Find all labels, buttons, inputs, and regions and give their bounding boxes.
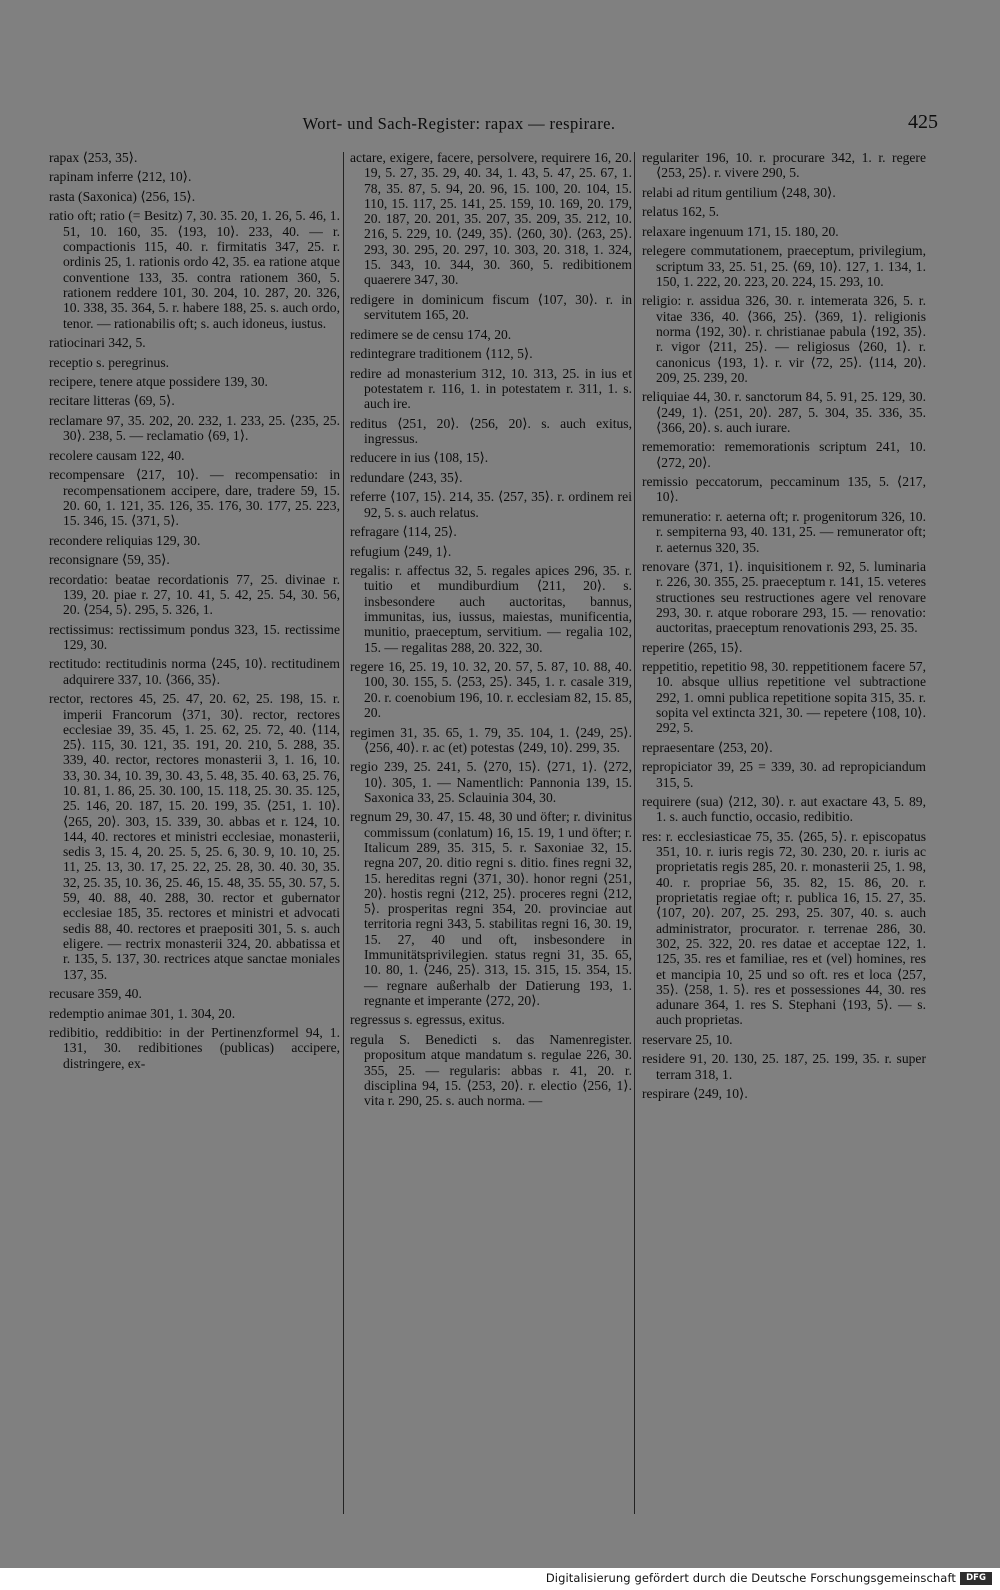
index-entry: rectitudo: rectitudinis norma ⟨245, 10⟩. rectitudinem adquirere 337, 10. ⟨366, 35⟩.	[49, 656, 340, 687]
index-entry: regressus s. egressus, exitus.	[350, 1012, 505, 1028]
index-entry: relaxare ingenuum 171, 15. 180, 20.	[642, 223, 839, 239]
index-entry: redemptio animae 301, 1. 304, 20.	[49, 1005, 236, 1021]
index-entry: res: r. ecclesiasticae 75, 35. ⟨265, 5⟩. r. episcopatus 351, 10. r. iuris regis 72, 30. 230, 20. r. iuris ac proprietatis regis 285, 20. r. monasterii 25, 1. 98, 40. r. propriae 56, 35. 82, 15. 86, 20. r. proprietatis regiae oft; r. publica 16, 15. 27, 35. ⟨107, 20⟩. 207, 25. 293, 25. 307, 40. s. auch administrator, procurator. r. terrenae 286, 30. 302, 25. 322, 20. res datae et acceptae 122, 1. 125, 35. res et familiae, res et (vel) homines, res et mancipia 10, 25 und so oft. res et loca ⟨257, 35⟩. ⟨258, 1. 5⟩. res et possessiones 44, 30. res adunare 364, 1. res S. Stephani ⟨193, 5⟩. — s. auch proprietas.	[642, 828, 926, 1028]
index-entry: receptio s. peregrinus.	[49, 354, 170, 370]
index-entry: relegere commutationem, praeceptum, privilegium, scriptum 33, 25. 51, 25. ⟨69, 10⟩. 127, 1. 134, 1. 150, 1. 222, 20. 223, 20. 224, 15. 293, 10.	[642, 243, 926, 289]
index-entry: rapax ⟨253, 35⟩.	[49, 150, 138, 165]
index-entry: regulariter 196, 10. r. procurare 342, 1. r. regere ⟨253, 25⟩. r. vivere 290, 5.	[642, 150, 926, 181]
page-number: 425	[908, 111, 938, 133]
index-entry: regula S. Benedicti s. das Namenregister. propositum atque mandatum s. regulae 226, 30. 355, 25. — regularis: abbas r. 41, 20. r. disciplina 94, 15. ⟨253, 20⟩. r. electio ⟨256, 1⟩. vita r. 290, 25. s. auch norma. —	[350, 1031, 632, 1109]
index-entry: rememoratio: rememorationis scriptum 241, 10. ⟨272, 20⟩.	[642, 439, 926, 470]
index-entry: religio: r. assidua 326, 30. r. intemerata 326, 5. r. vitae 336, 40. ⟨366, 25⟩. ⟨369, 1⟩. religionis norma ⟨192, 30⟩. r. christianae pabula ⟨192, 35⟩. r. vigor ⟨211, 25⟩. — religiosus ⟨260, 1⟩. r. canonicus ⟨193, 1⟩. r. vir ⟨72, 25⟩. ⟨114, 20⟩. 209, 25. 239, 20.	[642, 293, 926, 385]
index-entry: renovare ⟨371, 1⟩. inquisitionem r. 92, 5. luminaria r. 226, 30. 355, 25. praeceptum r. 141, 15. veteres structiones seu restructiones agere vel renovare 293, 30. r. atque roborare 293, 15. — renovatio: auctoritas, praeceptum renovationis 293, 25. 35.	[642, 559, 926, 636]
index-entry: refragare ⟨114, 25⟩.	[350, 524, 457, 540]
index-entry: recordatio: beatae recordationis 77, 25. divinae r. 139, 20. piae r. 27, 10. 41, 5. 42, 25. 54, 30. 56, 20. ⟨254, 5⟩. 295, 5. 326, 1.	[49, 571, 340, 618]
index-entry: reclamare 97, 35. 202, 20. 232, 1. 233, 25. ⟨235, 25. 30⟩. 238, 5. — reclamatio ⟨69, 1⟩.	[49, 412, 340, 444]
footer-bar	[0, 1568, 1000, 1590]
index-entry: regio 239, 25. 241, 5. ⟨270, 15⟩. ⟨271, 1⟩. ⟨272, 10⟩. 305, 1. — Namentlich: Pannonia 139, 15. Saxonica 33, 25. Sclauinia 304, 30.	[350, 759, 632, 805]
index-entry: reditus ⟨251, 20⟩. ⟨256, 20⟩. s. auch exitus, ingressus.	[350, 415, 632, 446]
index-entry: actare, exigere, facere, persolvere, requirere 16, 20. 19, 5. 27, 35. 29, 40. 34, 1. 43, 5. 47, 25. 67, 1. 78, 35. 87, 5. 94, 20. 96, 15. 100, 20. 104, 15. 110, 15. 117, 25. 141, 25. 159, 10. 169, 20. 179, 20. 187, 20. 201, 35. 207, 35. 209, 35. 212, 10. 216, 5. 229, 10. ⟨249, 35⟩. ⟨260, 30⟩. ⟨263, 25⟩. 293, 30. 295, 20. 297, 10. 303, 20. 318, 1. 324, 15. 343, 10. 344, 30. 360, 5. redibitionem quaerere 347, 30.	[350, 150, 632, 288]
index-entry: relatus 162, 5.	[642, 204, 720, 220]
index-entry: rectissimus: rectissimum pondus 323, 15. rectissime 129, 30.	[49, 621, 340, 652]
index-entry: reppetitio, repetitio 98, 30. reppetitionem facere 57, 10. absque ullius repetitione vel subtractione 292, 1. omni publica repetitione sopita 315, 35. r. sopita vel extincta 321, 30. — repetere ⟨108, 10⟩. 292, 5.	[642, 659, 926, 736]
index-entry: redimere se de censu 174, 20.	[350, 326, 512, 342]
index-entry: reconsignare ⟨59, 35⟩.	[49, 552, 170, 568]
index-entry: respirare ⟨249, 10⟩.	[642, 1086, 748, 1102]
index-entry: redibitio, reddibitio: in der Pertinenzformel 94, 1. 131, 30. redibitiones (publicas) accipere, distringere, ex-	[49, 1025, 340, 1071]
index-column-right	[642, 150, 926, 1106]
index-entry: recondere reliquias 129, 30.	[49, 532, 201, 548]
index-entry: rasta (Saxonica) ⟨256, 15⟩.	[49, 188, 196, 204]
dfg-logo: DFG	[960, 1572, 992, 1585]
index-entry: regimen 31, 35. 65, 1. 79, 35. 104, 1. ⟨249, 25⟩. ⟨256, 40⟩. r. ac (et) potestas ⟨249, 10⟩. 299, 35.	[350, 724, 632, 755]
index-column-middle	[350, 150, 632, 1113]
index-entry: referre ⟨107, 15⟩. 214, 35. ⟨257, 35⟩. r. ordinem rei 92, 5. s. auch relatus.	[350, 489, 632, 520]
index-entry: relabi ad ritum gentilium ⟨248, 30⟩.	[642, 184, 836, 200]
index-entry: rector, rectores 45, 25. 47, 20. 62, 25. 198, 15. r. imperii Francorum ⟨371, 30⟩. rector, rectores ecclesiae 39, 35. 45, 1. 25. 62, 25. 72, 40. ⟨114, 25⟩. 115, 30. 121, 35. 191, 20. 210, 5. 288, 35. 339, 40. rector, rectores monasterii 3, 1. 16, 10. 33, 30. 34, 10. 39, 30. 43, 5. 48, 35. 40. 63, 25. 76, 10. 81, 1. 86, 25. 30. 100, 15. 118, 25. 30. 35. 125, 25. 146, 20. 187, 15. 20. 199, 35. ⟨251, 1. 10⟩. ⟨265, 20⟩. 303, 15. 339, 30. abbas et r. 124, 10. 144, 40. rectores et ministri ecclesiae, monasterii, sedis 3, 15. 4, 20. 25. 5, 25. 6, 30. 9, 10. 10, 25. 11, 25. 13, 30. 17, 25. 22, 25. 28, 30. 40. 30, 35. 32, 25. 35, 10. 36, 25. 46, 15. 48, 35. 55, 30. 57, 5. 59, 40. 88, 40. 288, 30. rector et gubernator ecclesiae 185, 35. rectores et ministri et advocati sedis 88, 40. rectores et praepositi 301, 5. s. auch eligere. — rectrix monasterii 324, 20. abbatissa et r. 135, 5. 137, 30. rectrices atque sanctae moniales 137, 35.	[49, 691, 340, 982]
index-entry: reservare 25, 10.	[642, 1031, 733, 1047]
index-entry: remissio peccatorum, peccaminum 135, 5. ⟨217, 10⟩.	[642, 474, 926, 505]
index-entry: residere 91, 20. 130, 25. 187, 25. 199, 35. r. super terram 318, 1.	[642, 1051, 926, 1082]
index-entry: recolere causam 122, 40.	[49, 447, 185, 463]
index-entry: ratiocinari 342, 5.	[49, 335, 146, 351]
index-entry: reliquiae 44, 30. r. sanctorum 84, 5. 91, 25. 129, 30. ⟨249, 1⟩. ⟨251, 20⟩. 287, 5. 304, 35. 336, 35. ⟨366, 20⟩. s. auch iurare.	[642, 389, 926, 435]
index-entry: refugium ⟨249, 1⟩.	[350, 543, 452, 559]
index-entry: redintegrare traditionem ⟨112, 5⟩.	[350, 346, 533, 362]
index-entry: regnum 29, 30. 47, 15. 48, 30 und öfter; r. divinitus commissum (conlatum) 16, 15. 19, 1 und öfter; r. Italicum 289, 35. 315, 5. r. Saxoniae 32, 15. regna 207, 20. ditio regni s. ditio. fines regni 32, 15. hereditas regni ⟨371, 30⟩. honor regni ⟨251, 20⟩. hostis regni ⟨212, 25⟩. proceres regni ⟨212, 5⟩. prosperitas regni 354, 20. provinciae aut territoria regni 343, 5. stabilitas regni 16, 30. 19, 15. 27, 40 und oft, insbesondere in Immunitätsprivilegien. status regni 31, 35. 65, 10. 80, 1. ⟨246, 25⟩. 313, 15. 315, 15. 354, 15. — regnare außerhalb der Datierung 193, 1. regnante et imperante ⟨272, 20⟩.	[350, 809, 632, 1008]
index-entry: repraesentare ⟨253, 20⟩.	[642, 739, 773, 755]
index-entry: rapinam inferre ⟨212, 10⟩.	[49, 169, 192, 185]
index-entry: repropiciator 39, 25 = 339, 30. ad repropiciandum 315, 5.	[642, 759, 926, 790]
index-entry: recipere, tenere atque possidere 139, 30.	[49, 373, 268, 389]
index-entry: regalis: r. affectus 32, 5. regales apices 296, 35. r. tuitio et mundiburdium ⟨211, 20⟩. s. insbesondere auch auctoritas, bannus, immunitas, ius, iussus, maiestas, munificentia, munitio, praeceptum, servitium. — regalia 102, 15. — regalitas 288, 20. 322, 30.	[350, 563, 632, 655]
index-entry: remuneratio: r. aeterna oft; r. progenitorum 326, 10. r. sempiterna 93, 40. 131, 25. — remunerator oft; r. aeternus 320, 35.	[642, 508, 926, 555]
index-entry: recusare 359, 40.	[49, 986, 142, 1002]
column-rule	[634, 152, 635, 1514]
index-column-left	[49, 150, 340, 1075]
index-entry: reducere in ius ⟨108, 15⟩.	[350, 450, 489, 466]
index-entry: regere 16, 25. 19, 10. 32, 20. 57, 5. 87, 10. 88, 40. 100, 30. 155, 5. ⟨253, 25⟩. 345, 1. r. casale 319, 20. r. coenobium 196, 10. r. ecclesiam 82, 15. 85, 20.	[350, 659, 632, 721]
index-entry: ratio oft; ratio (= Besitz) 7, 30. 35. 20, 1. 26, 5. 46, 1. 51, 10. 160, 35. ⟨193, 10⟩. 233, 40. — r. compactionis 115, 40. r. firmitatis 347, 25. r. ordinis 25, 1. rationis ordo 42, 35. ea ratione atque conventione 133, 35. contra rationem 360, 5. rationem reddere 101, 30. 204, 10. 287, 20. 326, 10. 338, 35. 364, 5. r. habere 188, 25. s. auch ordo, tenor. — rationabilis oft; s. auch idoneus, iustus.	[49, 208, 340, 331]
funding-note: Digitalisierung gefördert durch die Deutsche Forschungsgemeinschaft	[545, 1571, 956, 1585]
index-entry: requirere (sua) ⟨212, 30⟩. r. aut exactare 43, 5. 89, 1. s. auch functio, occasio, redibitio.	[642, 794, 926, 825]
index-entry: reperire ⟨265, 15⟩.	[642, 639, 743, 655]
index-entry: redigere in dominicum fiscum ⟨107, 30⟩. r. in servitutem 165, 20.	[350, 291, 632, 323]
index-entry: recitare litteras ⟨69, 5⟩.	[49, 393, 175, 409]
index-entry: recompensare ⟨217, 10⟩. — recompensatio: in recompensationem accipere, dare, tradere 59, 15. 20. 60, 1. 121, 35. 126, 35. 176, 30. 177, 25. 223, 15. 346, 15. ⟨371, 5⟩.	[49, 467, 340, 529]
column-rule	[343, 152, 344, 1514]
running-title: Wort- und Sach-Register: rapax — respirare.	[302, 114, 616, 133]
page-header	[40, 111, 938, 137]
index-entry: redundare ⟨243, 35⟩.	[350, 469, 463, 485]
index-entry: redire ad monasterium 312, 10. 313, 25. in ius et potestatem r. 116, 1. in potestatem r. 311, 1. s. auch ire.	[350, 365, 632, 412]
